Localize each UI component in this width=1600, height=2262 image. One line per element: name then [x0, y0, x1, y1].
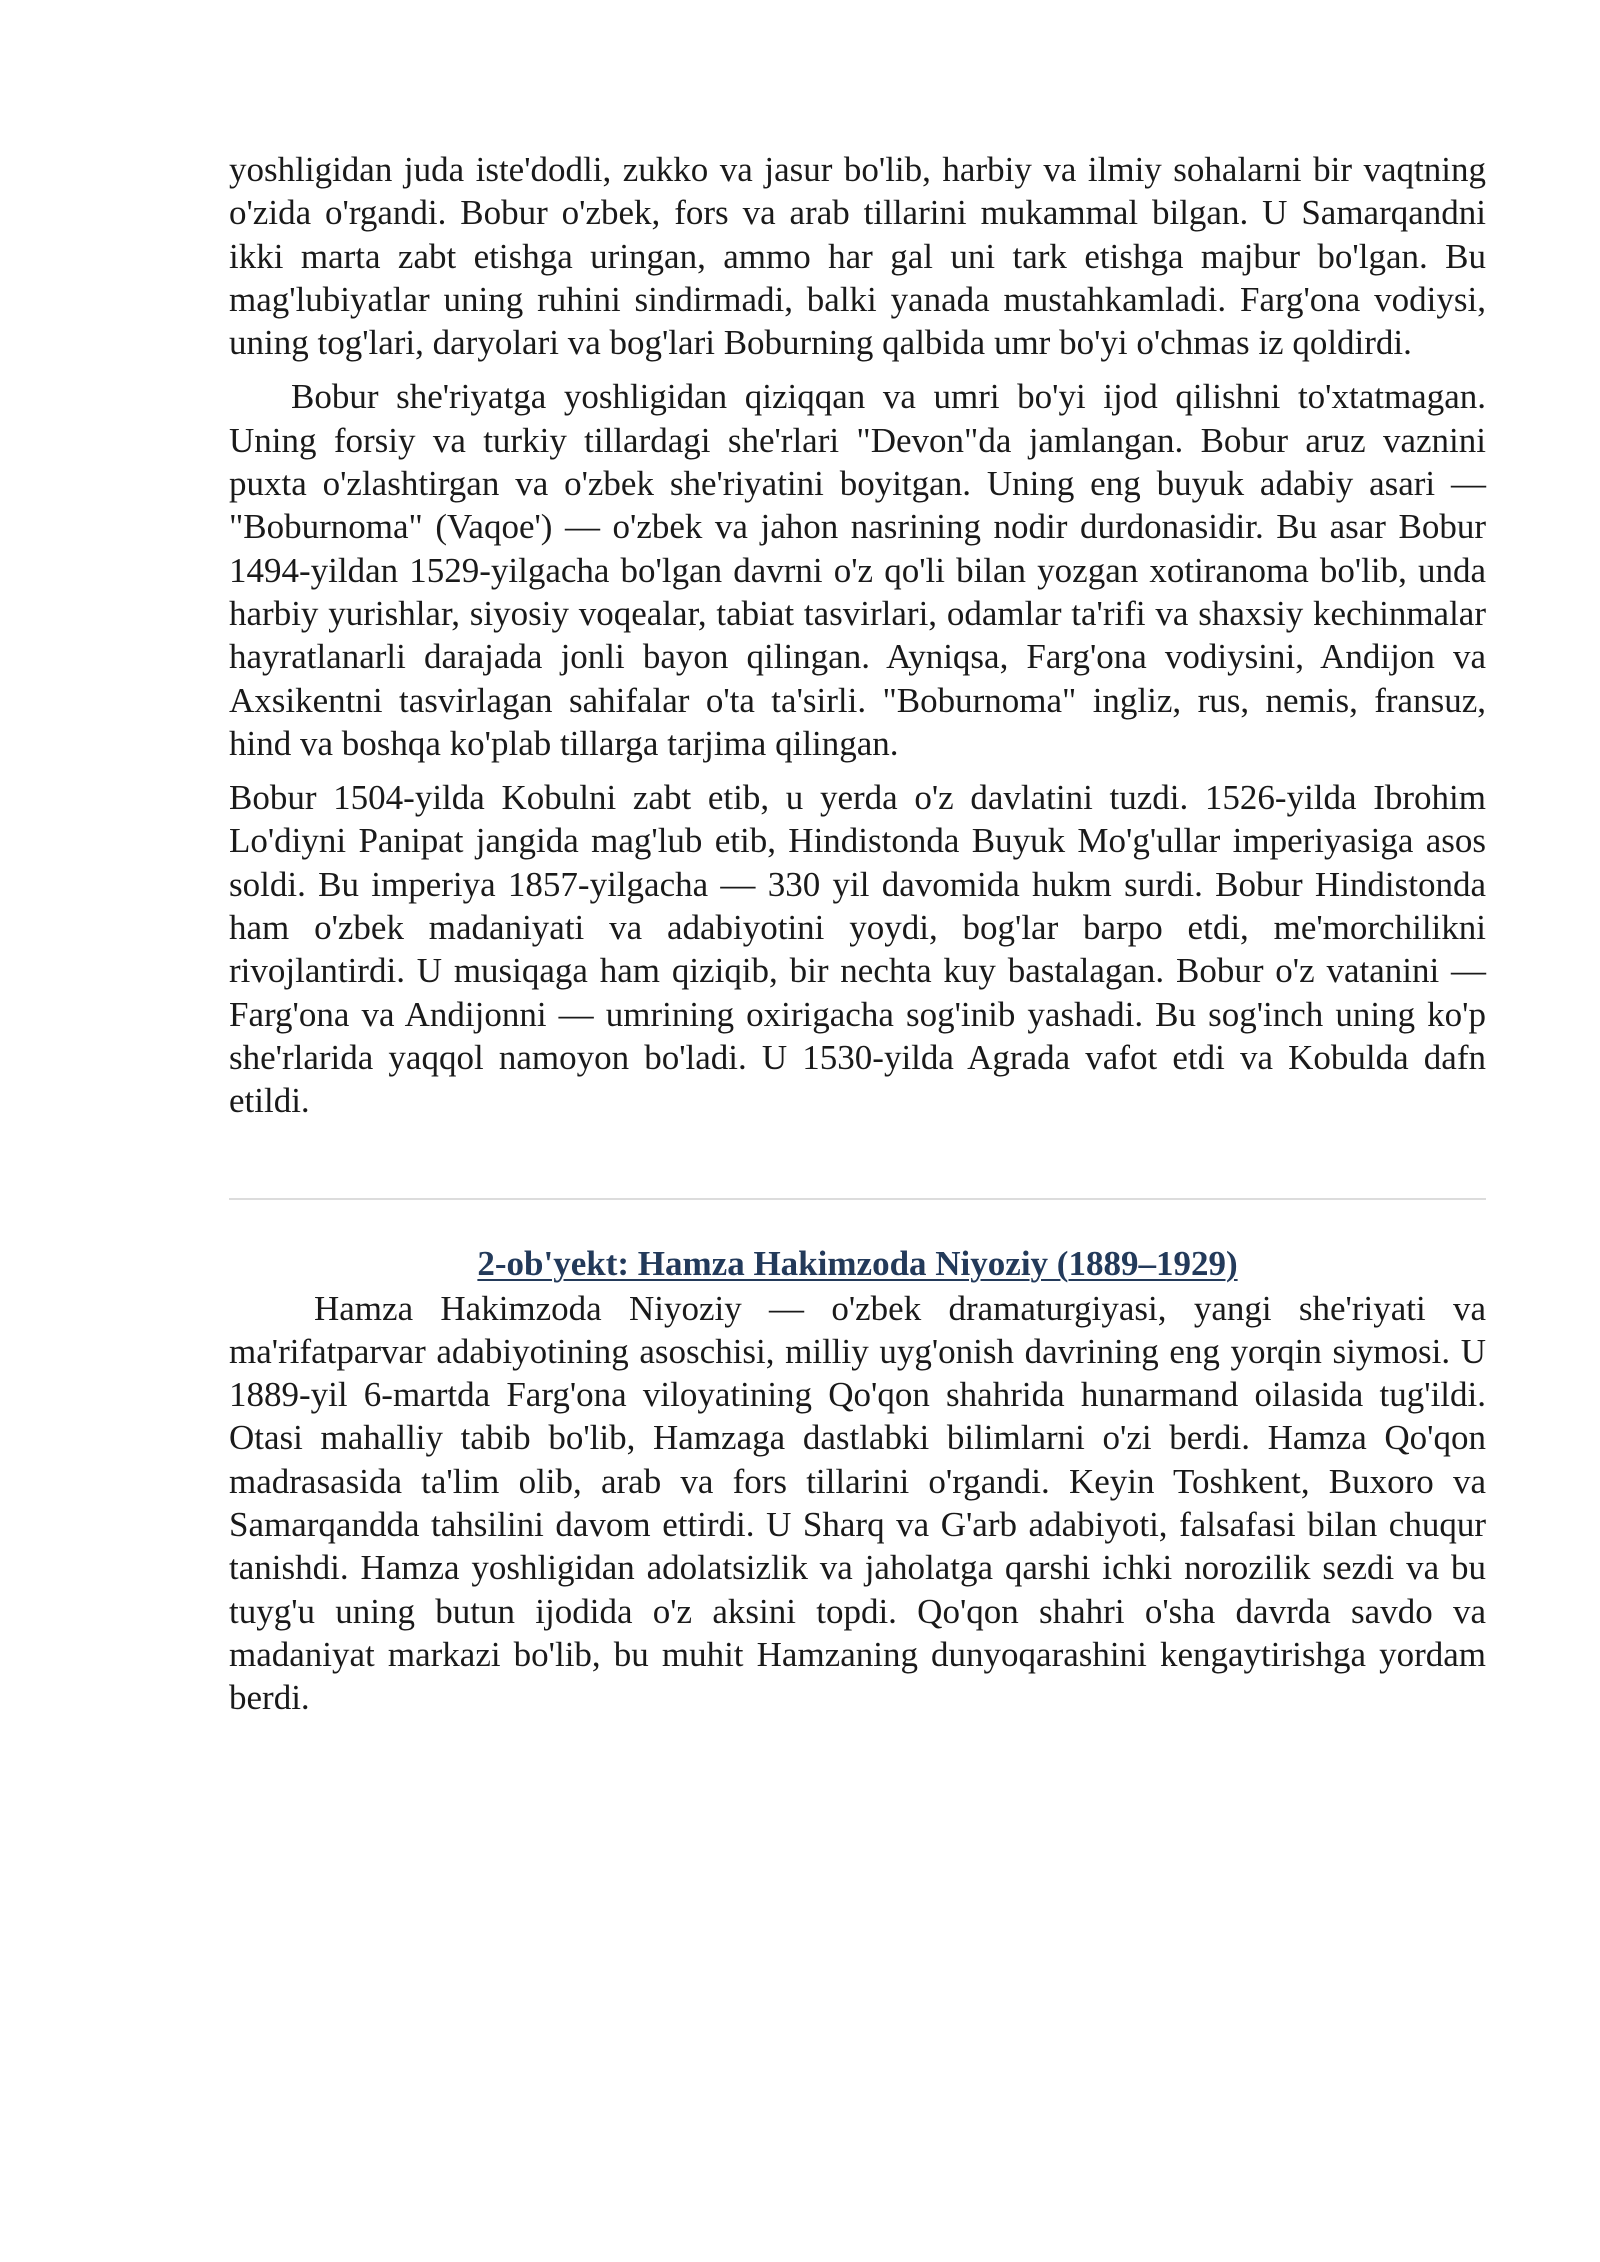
- paragraph-bobur-empire: Bobur 1504-yilda Kobulni zabt etib, u yerda o'z davlatini tuzdi. 1526-yilda Ibrohim Lo'diyni Panipat jangida mag'lub etib, Hindistonda Buyuk Mo'g'ullar imperiyasiga asos soldi. Bu imperiya 1857-yilgacha — 330 yil davomida hukm surdi. Bobur Hindistonda ham o'zbek madaniyati va adabiyotini yoydi, bog'lar barpo etdi, me'morchilikni rivojlantirdi. U musiqaga ham qiziqib, bir nechta kuy bastalagan. Bobur o'z vatanini — Farg'ona va Andijonni — umrining oxirigacha sog'inib yashadi. Bu sog'inch uning ko'p she'rlarida yaqqol namoyon bo'ladi. U 1530-yilda Agrada vafot etdi va Kobulda dafn etildi.: [229, 778, 1486, 1121]
- paragraph-hamza-intro: Hamza Hakimzoda Niyoziy — o'zbek dramaturgiyasi, yangi she'riyati va ma'rifatparvar adabiyotining asoschisi, milliy uyg'onish davrining eng yorqin siymosi. U 1889-yil 6-martda Farg'ona viloyatining Qo'qon shahrida hunarmand oilasida tug'ildi. Otasi mahalliy tabib bo'lib, Hamzaga dastlabki bilimlarni o'zi berdi. Hamza Qo'qon madrasasida ta'lim olib, arab va fors tillarini o'rgandi. Keyin Toshkent, Buxoro va Samarqandda tahsilini davom ettirdi. U Sharq va G'arb adabiyoti, falsafasi bilan chuqur tanishdi. Hamza yoshligidan adolatsizlik va jaholatga qarshi ichki norozilik sezdi va bu tuyg'u uning butun ijodida o'z aksini topdi. Qo'qon shahri o'sha davrda savdo va madaniyat markazi bo'lib, bu muhit Hamzaning dunyoqarashini kengaytirishga yordam berdi.: [229, 1288, 1486, 1718]
- paragraph-bobur-poetry: Bobur she'riyatga yoshligidan qiziqqan va umri bo'yi ijod qilishni to'xtatmagan. Uning forsiy va turkiy tillardagi she'rlari "Devon"da jamlangan. Bobur aruz vaznini puxta o'zlashtirgan va o'zbek she'riyatini boyitgan. Uning eng buyuk adabiy asari — "Boburnoma" (Vaqoe') — o'zbek va jahon nasrining nodir durdonasidir. Bu asar Bobur 1494-yildan 1529-yilgacha bo'lgan davrni o'z qo'li bilan yozgan xotiranoma bo'lib, unda harbiy yurishlar, siyosiy voqealar, tabiat tasvirlari, odamlar ta'rifi va shaxsiy kechinmalar hayratlanarli darajada jonli bayon qilingan. Ayniqsa, Farg'ona vodiysini, Andijon va Axsikentni tasvirlagan sahifalar o'ta ta'sirli. "Boburnoma" ingliz, rus, nemis, fransuz, hind va boshqa ko'plab tillarga tarjima qilingan.: [229, 377, 1486, 763]
- section-heading: 2-ob'yekt: Hamza Hakimzoda Niyoziy (1889–1929): [477, 1243, 1238, 1283]
- section-divider: [229, 1198, 1486, 1200]
- document-page: [229, 148, 1486, 1720]
- paragraph-bobur-youth: yoshligidan juda iste'dodli, zukko va jasur bo'lib, harbiy va ilmiy sohalarni bir vaqtning o'zida o'rgandi. Bobur o'zbek, fors va arab tillarini mukammal bilgan. U Samarqandni ikki marta zabt etishga uringan, ammo har gal uni tark etishga majbur bo'lgan. Bu mag'lubiyatlar uning ruhini sindirmadi, balki yanada mustahkamladi. Farg'ona vodiysi, uning tog'lari, daryolari va bog'lari Boburning qalbida umr bo'yi o'chmas iz qoldirdi.: [229, 150, 1486, 363]
